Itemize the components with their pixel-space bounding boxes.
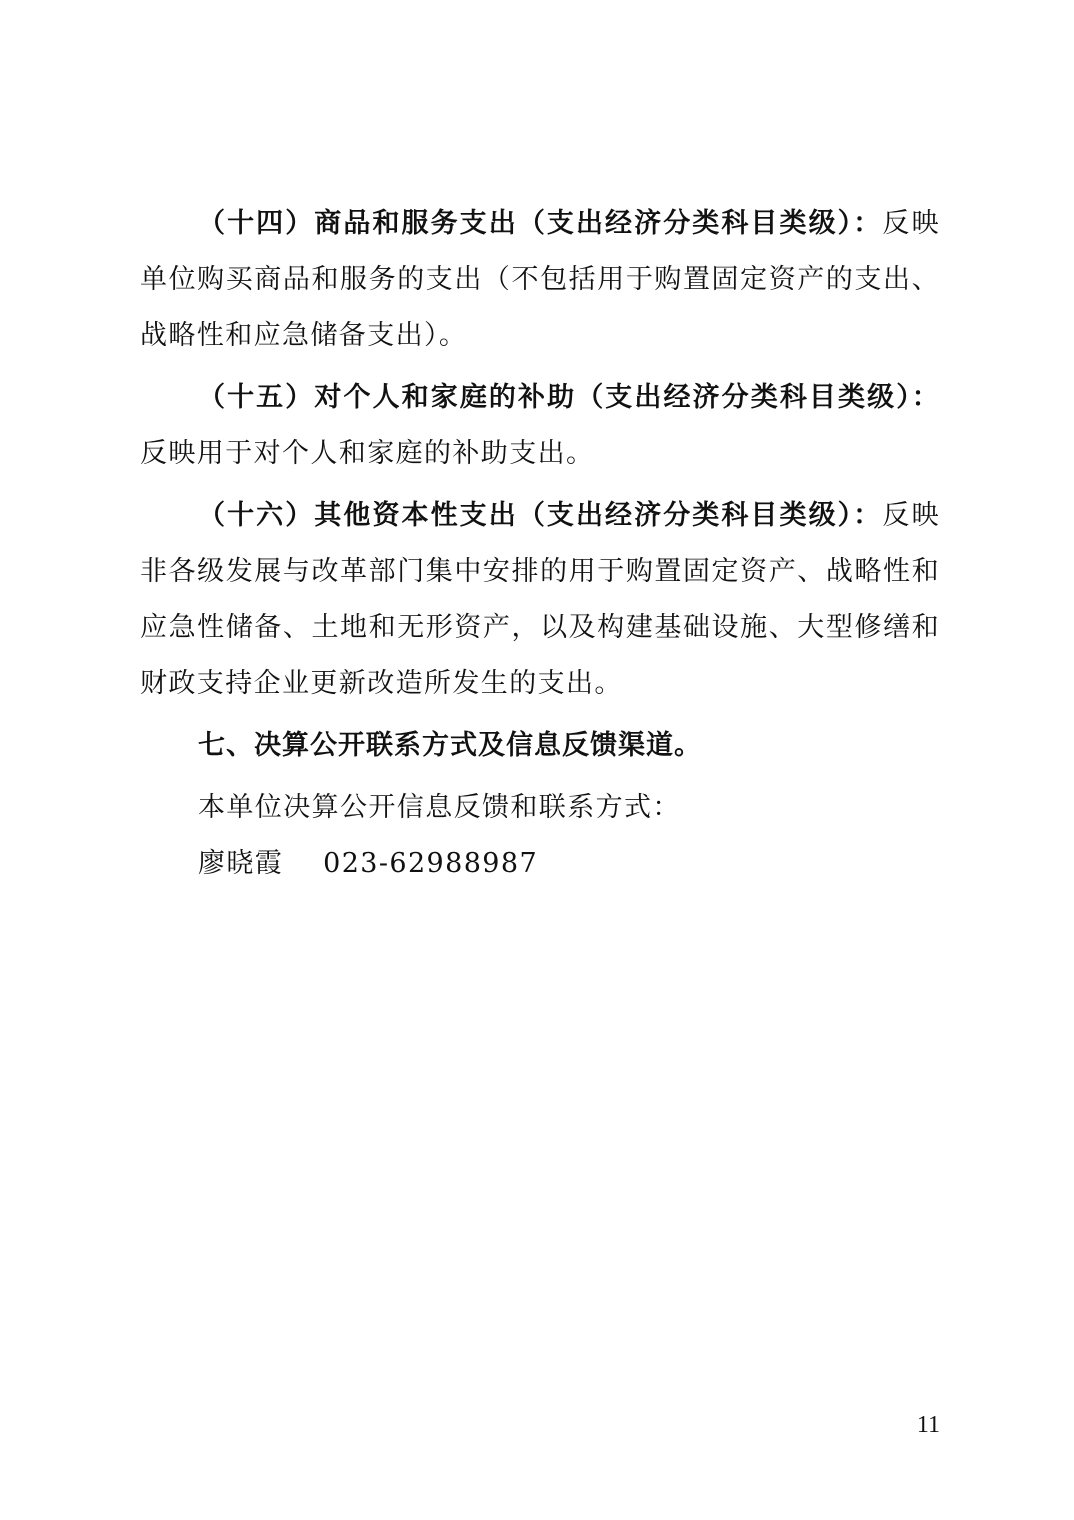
paragraph-body: 反映用于对个人和家庭的补助支出。: [140, 438, 595, 469]
paragraph-household-subsidy: [140, 370, 940, 482]
section-heading: 七、决算公开联系方式及信息反馈渠道。: [198, 730, 702, 761]
paragraph-lead: （十六）其他资本性支出（支出经济分类科目类级）：: [198, 500, 883, 531]
page-number: 11: [916, 1412, 940, 1438]
paragraph-goods-services: [140, 196, 940, 364]
paragraph-lead: （十四）商品和服务支出（支出经济分类科目类级）：: [198, 208, 883, 239]
contact-phone: 023-62988987: [323, 848, 539, 879]
paragraph-body: 反映非各级发展与改革部门集中安排的用于购置固定资产、战略性和应急性储备、土地和无形资产，以及构建基础设施、大型修缮和财政支持企业更新改造所发生的支出。: [140, 500, 940, 699]
paragraph-body: 反映单位购买商品和服务的支出（不包括用于购置固定资产的支出、战略性和应急储备支出）。: [140, 208, 940, 351]
paragraph-lead: （十五）对个人和家庭的补助（支出经济分类科目类级）：: [198, 382, 940, 413]
contact-line: [140, 836, 940, 892]
contact-intro: 本单位决算公开信息反馈和联系方式：: [198, 792, 681, 823]
contact-name: 廖晓霞: [198, 848, 284, 879]
paragraph-other-capital: [140, 488, 940, 712]
page-content: [140, 196, 940, 892]
